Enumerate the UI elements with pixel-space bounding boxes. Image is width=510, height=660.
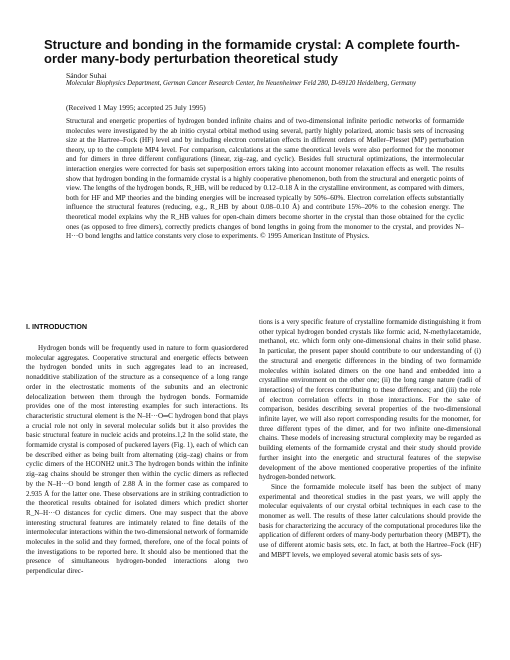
right-column <box>259 318 481 561</box>
author-name: Sándor Suhai <box>66 71 107 80</box>
abstract: Structural and energetic properties of hydrogen bonded infinite chains and of two-dimensional infinite periodic networks of formamide molecules were investigated by the ab initio crystal orbital method using several, partly highly polarized, atomic basis sets of increasing size at the Hartree–Fock (HF) level and by including electron correlation effects in different orders of Møller–Plesset (MP) perturbation theory, up to the complete MP4 level. For comparison, calculations at the same theoretical levels were also performed for the monomer and for dimers in three different configurations (linear, zig–zag, and cyclic). Besides full structural optimizations, the intermolecular interaction energies were corrected for basis set superposition errors taking into account monomer relaxation effects as well. The results show that hydrogen bonding in the formamide crystal is a highly cooperative phenomenon, both from the structural and energetic points of view. The lengths of the hydrogen bonds, R_HB, will be reduced by 0.12–0.18 Å in the crystalline environment, as compared with dimers, both for HF and MP theories and the binding energies will be increased typically by 50%–60%. Electron correlation effects substantially influence the structural features (reducing, e.g., R_HB by about 0.08–0.10 Å) and contribute 15%–20% to the cohesion energy. The theoretical model explains why the R_HB values for open-chain dimers become shorter in the crystal than those obtained for the cyclic ones (as opposed to free dimers), correctly predicts changes of bond lengths in going from the monomer to the crystal, and provides N–H···O bond lengths and lattice constants very close to experiments. © 1995 American Institute of Physics. <box>66 117 464 241</box>
received-dates: (Received 1 May 1995; accepted 25 July 1995) <box>66 103 206 112</box>
section-heading: I. INTRODUCTION <box>26 322 88 331</box>
paragraph: Since the formamide molecule itself has been the subject of many experimental and theoretical studies in the past years, we will apply the molecular equivalents of our crystal orbital techniques in each case to the monomer as well. The results of these latter calculations should provide the basis for characterizing the accuracy of the computational procedures like the application of different orders of many-body perturbation theory (MBPT), the use of different atomic basis sets, etc. In fact, at both the Hartree–Fock (HF) and MBPT levels, we employed several atomic basis sets of sys- <box>259 482 481 559</box>
left-column <box>26 344 248 577</box>
paragraph: Hydrogen bonds will be frequently used in nature to form quasiordered molecular aggregates. Cooperative structural and energetic effects between the hydrogen bonded units in such aggregates lead to an increased, nonadditive stabilization of the structure as a consequence of a long range order in the electrostatic moments of the subunits and an electronic delocalization between them through the hydrogen bonds. Formamide provides one of the most interesting examples for such interactions. Its characteristic structural element is the N–H···O═C hydrogen bond that plays a crucial role not only in several molecular solids but it also provides the basic structural feature in nucleic acids and proteins.1,2 In the solid state, the formamide crystal is composed of puckered layers (Fig. 1), each of which can be described either as being built from alternating (zig–zag) chains or from cyclic dimers of the HCONH2 unit.3 The hydrogen bonds within the infinite zig–zag chains should be stronger then within the cyclic dimers as reflected by the N–H···O bond length of 2.88 Å in the former case as compared to 2.935 Å for the latter one. These observations are in striking contradiction to the theoretical results obtained for isolated dimers which predict shorter R_N–H···O distances for cyclic dimers. One may suspect that the above interesting structural features are intimately related to fine details of the intermolecular interactions within the two-dimensional network of formamide molecules in the solid and they formed, therefore, one of the focal points of the investigations to be reported here. It should also be mentioned that the presence of simultaneous hydrogen-bonded interactions along two perpendicular direc- <box>26 344 248 576</box>
paragraph: tions is a very specific feature of crystalline formamide distinguishing it from other typical hydrogen bonded crystals like formic acid, N-methylacetamide, methanol, etc. which form only one-dimensional chains in their solid phase. In particular, the present paper should contribute to our understanding of (i) the structural and energetic differences in the binding of two formamide molecules within isolated dimers on the one hand and embedded into a crystalline environment on the other one; (ii) the long range nature (radii of interactions) of the forces contributing to these differences; and (iii) the role of electron correlation effects in those interactions. For the sake of comparison, besides describing several properties of the two-dimensional infinite layer, we will also report corresponding results for the monomer, for three different types of the dimer, and for two infinite one-dimensional chains. These models of increasing structural complexity may be regarded as building elements of the formamide crystal and their study should provide further insight into the energetic and structural features of the stepwise development of the above mentioned cooperative properties of the infinite hydrogen-bonded network. <box>259 318 481 482</box>
paper-title: Structure and bonding in the formamide crystal: A complete fourth-order many-body perturbation theoretical study <box>44 37 460 66</box>
author-affiliation: Molecular Biophysics Department, German Cancer Research Center, Im Neuenheimer Feld 280, D-69120 Heidelberg, Germany <box>66 80 417 87</box>
